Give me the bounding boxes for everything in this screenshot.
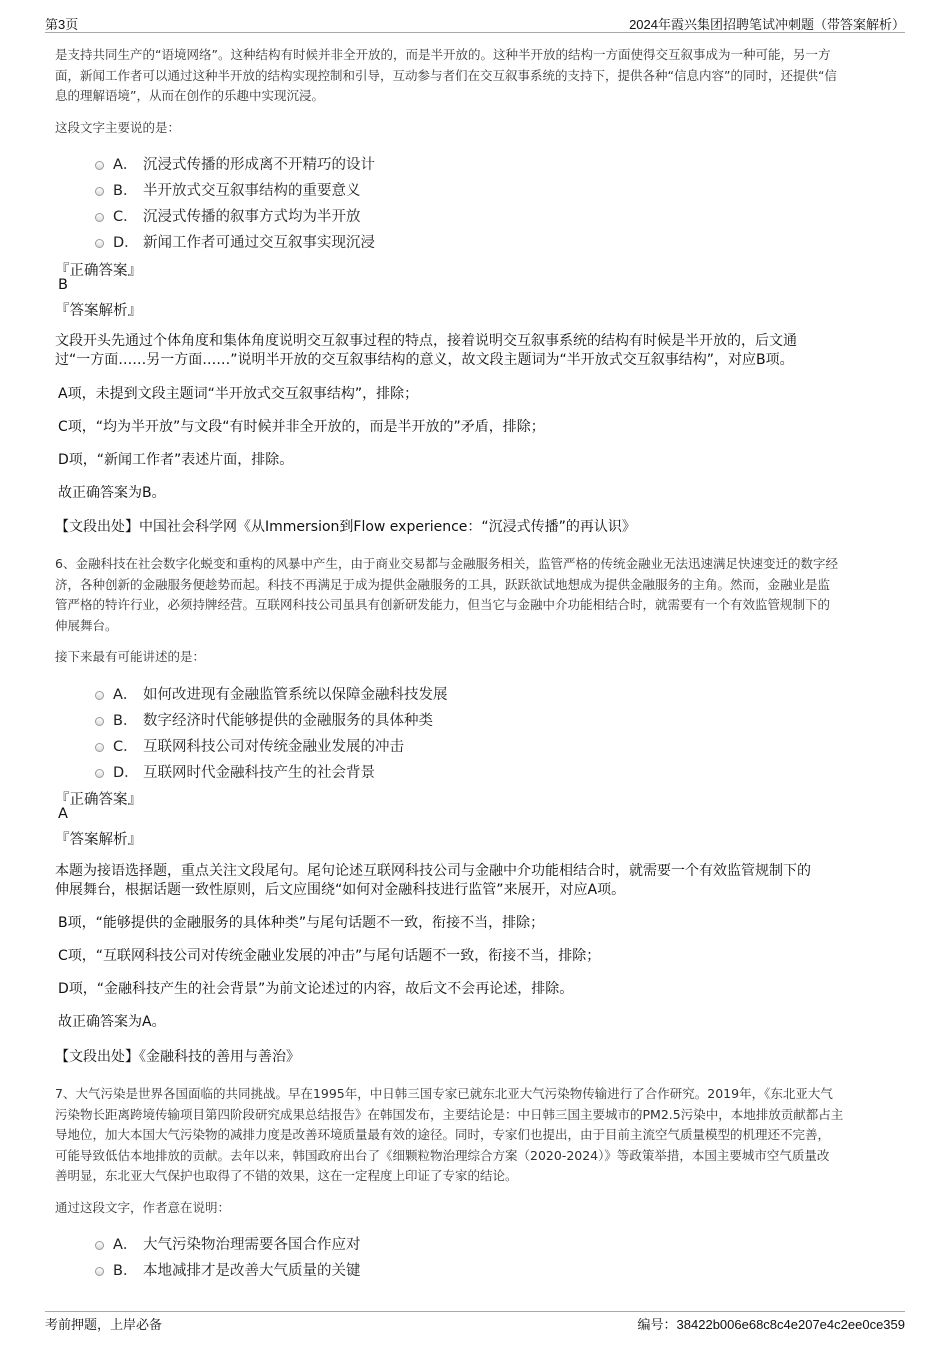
question-prompt: 这段文字主要说的是： [55,120,181,135]
option-letter: A． [113,1237,138,1253]
option-c[interactable] [95,735,404,756]
analysis-line: 过“一方面……另一方面……”说明半开放的交互叙事结构的意义，故文段主题词为“半开放式交互叙事结构”，对应B项。 [55,352,794,368]
option-a[interactable] [95,683,448,704]
analysis-line: 文段开头先通过个体角度和集体角度说明交互叙事过程的特点，接着说明交互叙事系统的结构有时候是半开放的，后文通 [55,333,797,349]
analysis-label: 『答案解析』 [55,832,142,848]
option-a[interactable] [95,153,375,174]
option-letter: D． [113,235,139,251]
analysis-note: 故正确答案为B。 [58,485,166,501]
analysis-note: C项，“互联网科技公司对传统金融业发展的冲击”与尾句话题不一致，衔接不当，排除； [58,948,601,964]
option-text: 大气污染物治理需要各国合作应对 [143,1237,361,1253]
passage-line: 息的理解语境”，从而在创作的乐趣中实现沉浸。 [55,88,324,103]
option-text: 沉浸式传播的形成离不开精巧的设计 [143,157,375,173]
passage-line: 管严格的特许行业，必须持牌经营。互联网科技公司虽具有创新研发能力，但当它与金融中介功能相结合时，就需要有一个有效监管规制下的 [55,597,831,612]
answer-value: A [58,806,68,822]
passage-line: 7、大气污染是世界各国面临的共同挑战。早在1995年，中日韩三国专家已就东北亚大气污染物传输进行了合作研究。2019年，《东北亚大气 [55,1086,833,1101]
passage-line: 6、金融科技在社会数字化蜕变和重构的风暴中产生，由于商业交易都与金融服务相关，监管严格的传统金融业无法迅速满足快速变迁的数字经 [55,556,838,571]
footer-divider [45,1311,905,1312]
passage-line: 伸展舞台。 [55,617,118,633]
radio-button-icon[interactable] [95,161,104,170]
option-text: 本地减排才是改善大气质量的关键 [143,1263,361,1279]
footer-slogan: 考前押题，上岸必备 [45,1317,163,1332]
analysis-note: 故正确答案为A。 [58,1014,166,1030]
analysis-note: A项，未提到文段主题词“半开放式交互叙事结构”，排除； [58,386,419,402]
analysis-line: 本题为接语选择题，重点关注文段尾句。尾句论述互联网科技公司与金融中介功能相结合时，就需要一个有效监管规制下的 [55,863,811,879]
analysis-line: 伸展舞台，根据话题一致性原则，后文应围绕“如何对金融科技进行监管”来展开，对应A项。 [55,882,626,898]
radio-button-icon[interactable] [95,717,104,726]
passage-line: 污染物长距离跨境传输项目第四阶段研究成果总结报告》在韩国发布，主要结论是：中日韩三国主要城市的PM2.5污染中，本地排放贡献都占主 [55,1106,844,1122]
option-letter: A． [113,687,138,703]
document-title: 2024年霞兴集团招聘笔试冲刺题（带答案解析） [629,17,905,32]
option-d[interactable] [95,761,375,782]
question-prompt: 通过这段文字，作者意在说明： [55,1200,231,1215]
source-citation: 【文段出处】中国社会科学网《从Immersion到Flow experience：“沉浸式传播”的再认识》 [55,519,636,535]
passage-line: 济，各种创新的金融服务便趁势而起。科技不再满足于成为提供金融服务的工具，跃跃欲试地想成为提供金融服务的主角。然而，金融业是监 [55,576,831,592]
option-letter: C． [113,739,138,755]
option-c[interactable] [95,205,361,226]
analysis-note: D项，“金融科技产生的社会背景”为前文论述过的内容，故后文不会再论述，排除。 [58,981,574,997]
header-divider [45,32,905,33]
passage-line: 导地位，加大本国大气污染物的减排力度是改善环境质量最有效的途径。同时，专家们也提出，由于目前主流空气质量模型的机理还不完善， [55,1127,831,1142]
option-b[interactable] [95,1259,361,1280]
radio-button-icon[interactable] [95,743,104,752]
analysis-note: B项，“能够提供的金融服务的具体种类”与尾句话题不一致，衔接不当，排除； [58,915,545,931]
option-letter: B． [113,183,138,199]
analysis-label: 『答案解析』 [55,303,142,319]
radio-button-icon[interactable] [95,769,104,778]
page-number: 第3页 [45,17,79,32]
option-text: 半开放式交互叙事结构的重要意义 [143,183,361,199]
option-a[interactable] [95,1233,361,1254]
answer-label: 『正确答案』 [55,792,142,808]
option-letter: C． [113,209,138,225]
radio-button-icon[interactable] [95,239,104,248]
radio-button-icon[interactable] [95,1267,104,1276]
option-letter: B． [113,713,138,729]
answer-label: 『正确答案』 [55,263,142,279]
analysis-note: C项，“均为半开放”与文段“有时候并非全开放的，而是半开放的”矛盾，排除； [58,419,545,435]
option-b[interactable] [95,709,433,730]
radio-button-icon[interactable] [95,691,104,700]
source-citation: 【文段出处】《金融科技的善用与善治》 [55,1049,300,1065]
answer-value: B [58,277,68,293]
option-text: 互联网时代金融科技产生的社会背景 [143,765,375,781]
radio-button-icon[interactable] [95,187,104,196]
option-b[interactable] [95,179,361,200]
passage-line: 善明显，东北亚大气保护也取得了不错的效果，这在一定程度上印证了专家的结论。 [55,1168,518,1183]
document-id: 编号：38422b006e68c8c4e207e4c2ee0ce359 [637,1317,905,1332]
option-text: 数字经济时代能够提供的金融服务的具体种类 [143,713,433,729]
option-letter: A． [113,157,138,173]
radio-button-icon[interactable] [95,1241,104,1250]
option-d[interactable] [95,231,375,252]
option-letter: D． [113,765,139,781]
option-letter: B． [113,1263,138,1279]
radio-button-icon[interactable] [95,213,104,222]
question-prompt: 接下来最有可能讲述的是： [55,649,206,664]
passage-line: 是支持共同生产的“语境网络”。这种结构有时候并非全开放的，而是半开放的。这种半开放的结构一方面使得交互叙事成为一种可能，另一方 [55,47,831,62]
passage-line: 面，新闻工作者可以通过这种半开放的结构实现控制和引导，互动参与者们在交互叙事系统的支持下，提供各种“信息内容”的同时，还提供“信 [55,67,837,83]
option-text: 如何改进现有金融监管系统以保障金融科技发展 [143,687,448,703]
passage-line: 可能导致低估本地排放的贡献。去年以来，韩国政府出台了《细颗粒物治理综合方案（2020-2024）》等政策举措，本国主要城市空气质量改 [55,1147,830,1163]
option-text: 新闻工作者可通过交互叙事实现沉浸 [143,235,375,251]
option-text: 沉浸式传播的叙事方式均为半开放 [143,209,361,225]
analysis-note: D项，“新闻工作者”表述片面，排除。 [58,452,294,468]
option-text: 互联网科技公司对传统金融业发展的冲击 [143,739,404,755]
